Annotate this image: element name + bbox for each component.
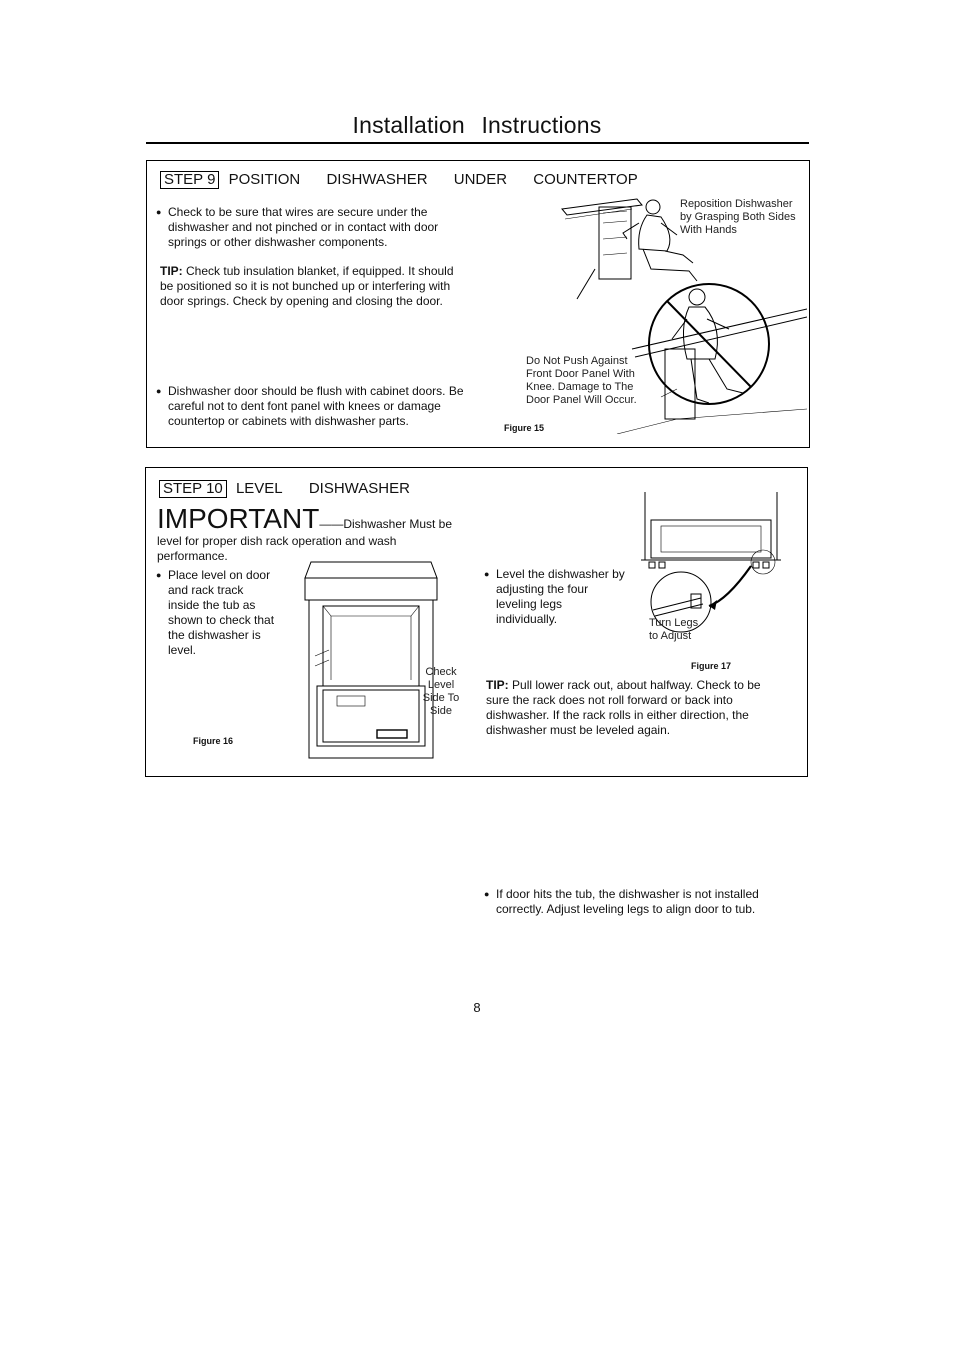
step10-word-1: LEVEL [235, 480, 283, 497]
figure-15-label: Figure 15 [504, 423, 545, 433]
step9-word-2: DISHWASHER [326, 171, 428, 188]
figure-15-illustration [557, 189, 807, 434]
step9-bullet-flush: ● Dishwasher door should be flush with cabinet doors. Be careful not to dent font panel with knees or damage countertop or cabinets with dishwasher parts. [156, 384, 478, 429]
step9-callout-reposition: Reposition Dishwasher by Grasping Both Sides With Hands [680, 198, 796, 236]
step9-panel [146, 160, 810, 448]
step10-tip-text: Pull lower rack out, about halfway. Check to be sure the rack does not roll forward or back into dishwasher. If the rack rolls in either direction, the dishwasher must be leveled again. [486, 678, 761, 737]
figure-17-label: Figure 17 [691, 661, 732, 671]
step9-callout-do-not-push: Do Not Push Against Front Door Panel With Knee. Damage to The Door Panel Will Occur. [526, 355, 637, 406]
step9-word-1: POSITION [228, 171, 301, 188]
step10-panel [145, 467, 808, 916]
step9-bullet-wires: ● Check to be sure that wires are secure under the dishwasher and not pinched or in contact with door springs or other dishwasher components. [156, 205, 468, 250]
step9-tag: STEP 9 [160, 171, 219, 189]
important-word: IMPORTANT [157, 503, 320, 534]
step10-bullet-leveling-legs: ● Level the dishwasher by adjusting the four leveling legs individually. [484, 567, 626, 627]
step9-tip-text: Check tub insulation blanket, if equipped. It should be positioned so it is not bunched up or interfering with door springs. Check by opening and closing the door. [160, 264, 454, 308]
step10-word-2: DISHWASHER [308, 480, 410, 497]
step10-tip-label: TIP: [486, 678, 509, 692]
step10-important [157, 504, 457, 564]
important-text: ——Dishwasher Must be level for proper dish rack operation and wash performance. [157, 517, 453, 563]
page-title: Installation Instructions [352, 112, 602, 138]
callout-check-level: Check Level Side To Side [422, 666, 460, 717]
step10-tip [486, 678, 776, 738]
step9-word-3: UNDER [453, 171, 508, 188]
page-number: 8 [473, 1000, 481, 1015]
step10-bullet-door-hits: ● If door hits the tub, the dishwasher is not installed correctly. Adjust leveling legs to align door to tub. [484, 887, 796, 917]
figure-16-label: Figure 16 [193, 736, 234, 746]
figure-16-illustration [301, 560, 441, 762]
step9-heading [160, 171, 660, 189]
step9-word-4: COUNTERTOP [533, 171, 638, 188]
step9-tip [160, 264, 460, 309]
title-rule [146, 142, 809, 144]
step10-bullet-place-level: ● Place level on door and rack track inside the tub as shown to check that the dishwasher is level. [156, 568, 278, 658]
step10-heading [159, 480, 432, 498]
step10-tag: STEP 10 [159, 480, 227, 498]
callout-turn-legs: Turn Legs to Adjust [649, 617, 699, 642]
step9-tip-label: TIP: [160, 264, 183, 278]
